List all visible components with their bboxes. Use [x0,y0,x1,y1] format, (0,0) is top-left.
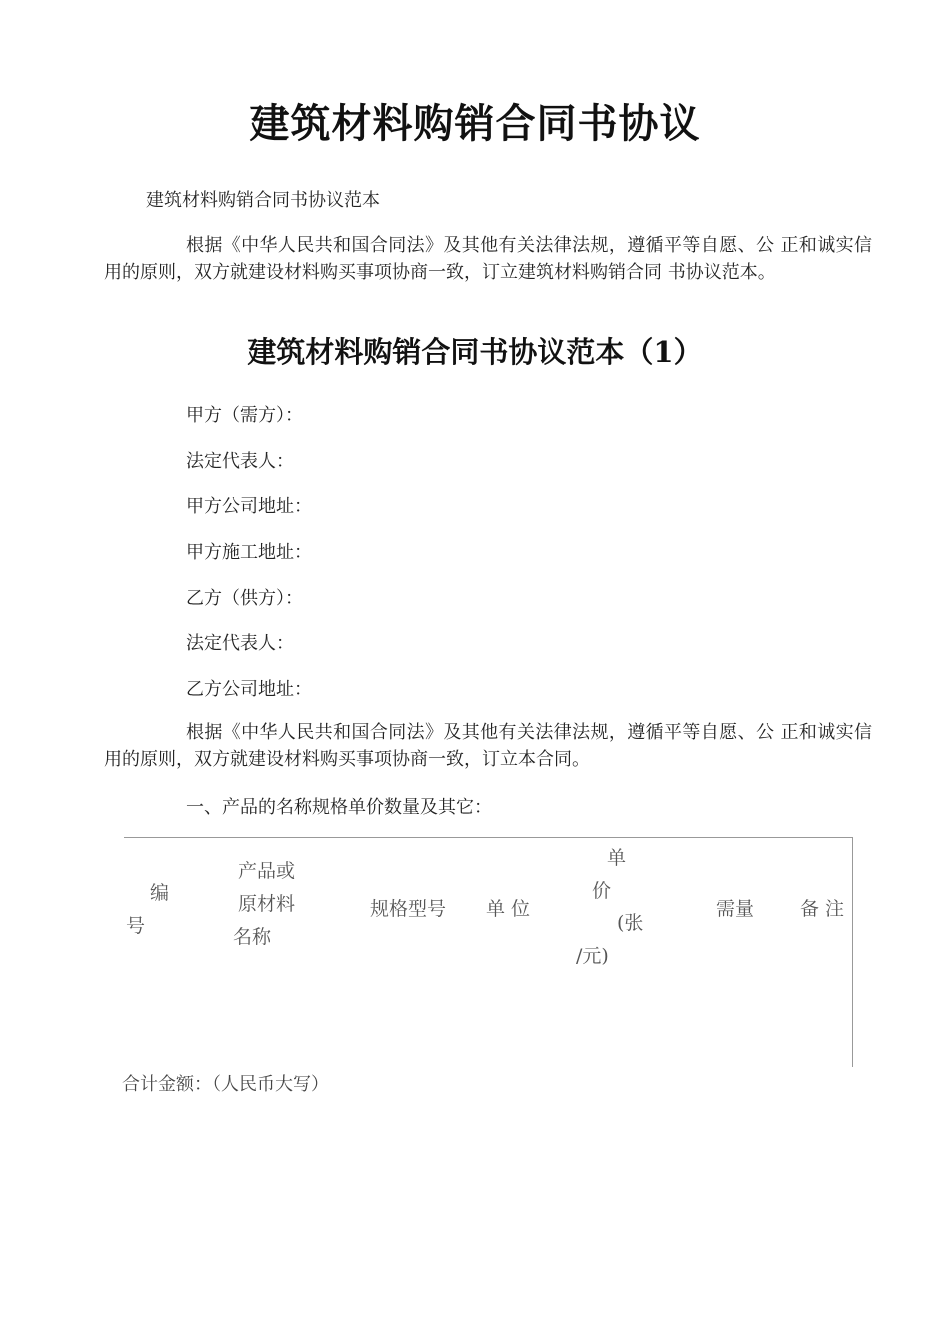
legal-rep-a-label: 法定代表人： [186,451,294,472]
table-right-border [852,837,853,1067]
header-name-line3: 名称 [233,926,272,948]
clause-1-heading: 一、产品的名称规格单价数量及其它： [186,797,492,818]
header-price-line4: /元) [576,945,609,967]
total-amount-label: 合计金额：（人民币大写） [122,1074,329,1095]
header-unit: 单 位 [486,898,531,920]
header-no-line2: 号 [126,915,146,937]
header-price-line3: (张 [617,912,644,934]
header-name-line1: 产品或 [238,860,296,882]
table-top-border [124,837,853,838]
header-quantity: 需量 [716,898,755,920]
header-no-line1: 编 [150,882,170,904]
intro-paragraph: 根据《中华人民共和国合同法》及其他有关法律法规，遵循平等自愿、公 正和诚实信用的原则，双方就建设材料购买事项协商一致，订立建筑材料购销合同 书协议范本。 [104,235,872,283]
header-remark: 备 注 [800,898,845,920]
document-subtitle: 建筑材料购销合同书协议范本 [146,190,380,211]
header-price-line1: 单 [607,847,627,869]
document-title: 建筑材料购销合同书协议 [249,100,701,147]
party-b-address-label: 乙方公司地址： [186,679,312,700]
party-b-label: 乙方（供方）： [186,588,303,609]
legal-rep-b-label: 法定代表人： [186,633,294,654]
section-title: 建筑材料购销合同书协议范本（1） [247,335,703,369]
header-name-line2: 原材料 [238,893,296,915]
body-paragraph: 根据《中华人民共和国合同法》及其他有关法律法规，遵循平等自愿、公 正和诚实信用的原则，双方就建设材料购买事项协商一致，订立本合同。 [104,722,872,770]
party-a-site-label: 甲方施工地址： [186,542,312,563]
party-a-address-label: 甲方公司地址： [186,496,312,517]
party-a-label: 甲方（需方）： [186,405,303,426]
header-price-line2: 价 [592,880,612,902]
header-spec: 规格型号 [370,898,447,920]
